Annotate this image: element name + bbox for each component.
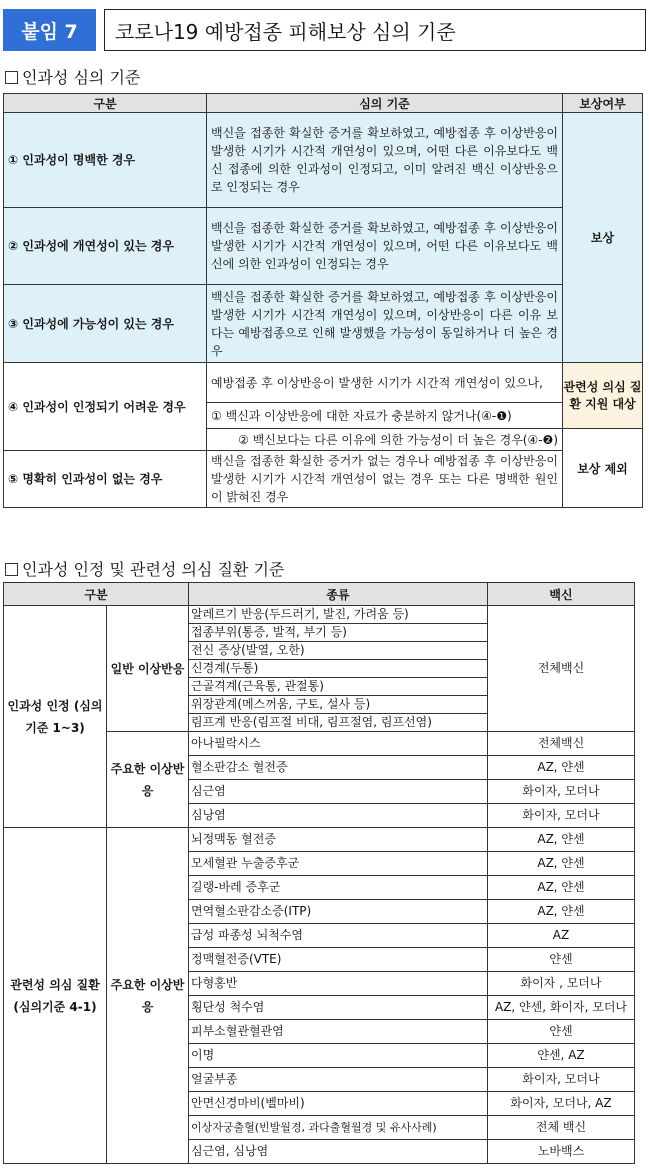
item-name: 신경계(두통) — [189, 660, 488, 678]
section2-title — [5, 557, 284, 580]
group-causality-recognized: 인과성 인정 (심의기준 1~3) — [4, 606, 107, 828]
item-name: 혈소판감소 혈전증 — [189, 756, 488, 780]
subgroup-serious: 주요한 이상반응 — [107, 732, 189, 828]
table-row — [4, 208, 643, 285]
group-related-suspected: 관련성 의심 질환 (심의기준 4-1) — [4, 828, 107, 1164]
checkbox-square-icon — [5, 71, 18, 84]
vaccine-cell: 화이자, 모더나 — [488, 780, 635, 804]
item-name: 길랭-바레 증후군 — [189, 876, 488, 900]
table-row — [4, 828, 635, 852]
item-name: 접종부위(통증, 발적, 부기 등) — [189, 624, 488, 642]
item-name: 횡단성 척수염 — [189, 996, 488, 1020]
item-name: 모세혈관 누출증후군 — [189, 852, 488, 876]
col-header-category: 구분 — [4, 583, 189, 606]
vaccine-cell: 얀센 — [488, 1020, 635, 1044]
item-name: 림프계 반응(림프절 비대, 림프절염, 림프선염) — [189, 714, 488, 732]
vaccine-cell: AZ — [488, 924, 635, 948]
col-header-criteria: 심의 기준 — [207, 94, 563, 113]
category-cell: ⑤ 명확히 인과성이 없는 경우 — [4, 451, 207, 508]
item-name: 심근염 — [189, 780, 488, 804]
item-name: 정맥혈전증(VTE) — [189, 948, 488, 972]
result-excluded: 보상 제외 — [563, 429, 643, 508]
criteria-sub-cell: ① 백신과 이상반응에 대한 자료가 충분하지 않거나(④-❶) — [207, 403, 563, 429]
vaccine-cell: 전체백신 — [488, 732, 635, 756]
vaccine-cell: AZ, 얀센 — [488, 900, 635, 924]
vaccine-cell: 화이자, 모더나 — [488, 1068, 635, 1092]
criteria-intro-cell: 예방접종 후 이상반응이 발생한 시기가 시간적 개연성이 있으나, — [207, 363, 563, 403]
item-name: 알레르기 반응(두드러기, 발진, 가려움 등) — [189, 606, 488, 624]
item-name: 피부소혈관혈관염 — [189, 1020, 488, 1044]
page-title: 코로나19 예방접종 피해보상 심의 기준 — [104, 9, 646, 51]
item-name: 심낭염 — [189, 804, 488, 828]
table-row — [4, 113, 643, 208]
item-name: 다형홍반 — [189, 972, 488, 996]
col-header-compensation: 보상여부 — [563, 94, 643, 113]
table-row — [4, 363, 643, 403]
item-name: 얼굴부종 — [189, 1068, 488, 1092]
category-cell: ② 인과성에 개연성이 있는 경우 — [4, 208, 207, 285]
item-name: 급성 파종성 뇌척수염 — [189, 924, 488, 948]
vaccine-cell: 화이자, 모더나, AZ — [488, 1092, 635, 1116]
item-name: 이상자궁출혈(빈발월경, 과다출혈월경 및 유사사례) — [189, 1116, 488, 1140]
table-row — [4, 606, 635, 624]
section1-title-text: 인과성 심의 기준 — [22, 68, 141, 87]
attachment-badge: 붙임 7 — [3, 9, 96, 51]
vaccine-cell: 얀센, AZ — [488, 1044, 635, 1068]
item-name: 면역혈소판감소증(ITP) — [189, 900, 488, 924]
vaccine-cell: AZ, 얀센, 화이자, 모더나 — [488, 996, 635, 1020]
col-header-vaccine: 백신 — [488, 583, 635, 606]
table-row — [4, 451, 643, 508]
section2-title-text: 인과성 인정 및 관련성 의심 질환 기준 — [22, 560, 285, 579]
item-name: 안면신경마비(벨마비) — [189, 1092, 488, 1116]
vaccine-cell: 전체 백신 — [488, 1116, 635, 1140]
item-name: 근골격계(근육통, 관절통) — [189, 678, 488, 696]
vaccine-cell: AZ, 얀센 — [488, 828, 635, 852]
causality-criteria-table — [3, 93, 643, 508]
header — [3, 9, 646, 51]
col-header-type: 종류 — [189, 583, 488, 606]
criteria-sub-cell: ② 백신보다는 다른 이유에 의한 가능성이 더 높은 경우(④-❷) — [207, 429, 563, 451]
vaccine-cell: AZ, 얀센 — [488, 756, 635, 780]
category-cell: ① 인과성이 명백한 경우 — [4, 113, 207, 208]
vaccine-cell: 노바백스 — [488, 1140, 635, 1164]
item-name: 뇌정맥동 혈전증 — [189, 828, 488, 852]
vaccine-cell: 화이자 , 모더나 — [488, 972, 635, 996]
item-name: 심근염, 심낭염 — [189, 1140, 488, 1164]
criteria-cell: 백신을 접종한 확실한 증거를 확보하였고, 예방접종 후 이상반응이 발생한 시기가 시간적 개연성이 있으며, 어떤 다른 이유보다도 백신에 의한 인과성이 인정되는 경우 — [207, 208, 563, 285]
category-cell: ④ 인과성이 인정되기 어려운 경우 — [4, 363, 207, 451]
subgroup-serious-related: 주요한 이상반응 — [107, 828, 189, 1164]
col-header-category: 구분 — [4, 94, 207, 113]
criteria-cell: 백신을 접종한 확실한 증거를 확보하였고, 예방접종 후 이상반응이 발생한 시기가 시간적 개연성이 있으며, 이상반응이 다른 이유 보다는 예방접종으로 인해 발생했을 가능성이 동일하거나 더 높은 경우 — [207, 285, 563, 363]
subgroup-general: 일반 이상반응 — [107, 606, 189, 732]
result-compensate: 보상 — [563, 113, 643, 363]
criteria-cell: 백신을 접종한 확실한 증거를 확보하였고, 예방접종 후 이상반응이 발생한 시기가 시간적 개연성이 있으며, 어떤 다른 이유보다도 백신 접종에 의한 인과성이 인정되고, 이미 알려진 백신 이상반응으로 인정되는 경우 — [207, 113, 563, 208]
criteria-cell: 백신을 접종한 확실한 증거가 없는 경우나 예방접종 후 이상반응이 발생한 시기가 시간적 개연성이 없는 경우 또는 다른 명백한 원인이 밝혀진 경우 — [207, 451, 563, 508]
vaccine-cell: AZ, 얀센 — [488, 876, 635, 900]
item-name: 전신 증상(발열, 오한) — [189, 642, 488, 660]
item-name: 이명 — [189, 1044, 488, 1068]
category-cell: ③ 인과성에 가능성이 있는 경우 — [4, 285, 207, 363]
table-row — [4, 285, 643, 363]
item-name: 아나필락시스 — [189, 732, 488, 756]
item-name: 위장관계(메스꺼움, 구토, 설사 등) — [189, 696, 488, 714]
checkbox-square-icon — [5, 563, 18, 576]
vaccine-cell: AZ, 얀센 — [488, 852, 635, 876]
vaccine-cell: 얀센 — [488, 948, 635, 972]
section1-title — [5, 65, 140, 88]
disease-criteria-table — [3, 582, 635, 1164]
vaccine-cell: 화이자, 모더나 — [488, 804, 635, 828]
result-related: 관련성 의심 질환 지원 대상 — [563, 363, 643, 429]
vaccine-cell: 전체백신 — [488, 606, 635, 732]
